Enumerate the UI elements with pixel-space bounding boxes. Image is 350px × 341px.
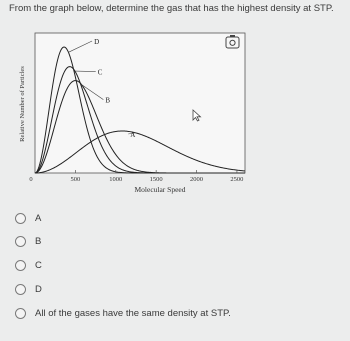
option-a-label: A xyxy=(35,212,42,224)
radio-b[interactable] xyxy=(15,236,26,247)
option-b[interactable] xyxy=(15,234,41,248)
option-same-density[interactable] xyxy=(15,306,231,320)
series-label-c: C xyxy=(97,68,103,77)
radio-a[interactable] xyxy=(15,213,26,224)
option-same-density-label: All of the gases have the same density at STP. xyxy=(35,307,231,319)
radio-d[interactable] xyxy=(15,284,26,295)
series-label-a: A xyxy=(130,131,136,139)
option-d-label: D xyxy=(35,283,42,295)
option-d[interactable] xyxy=(15,282,42,296)
question-text: From the graph below, determine the gas that has the highest density at STP. xyxy=(9,3,334,14)
x-tick-label: 1000 xyxy=(109,176,123,183)
x-tick-label: 2500 xyxy=(230,176,244,183)
x-tick-label: 2000 xyxy=(190,176,204,183)
radio-same-density[interactable] xyxy=(15,308,26,319)
x-tick-label: 0 xyxy=(29,176,33,183)
option-b-label: B xyxy=(35,235,42,247)
x-axis-label: Molecular Speed xyxy=(134,185,186,194)
x-tick-label: 1500 xyxy=(149,176,163,183)
option-a[interactable] xyxy=(15,211,41,225)
series-label-d: D xyxy=(94,38,100,46)
y-axis-label: Relative Number of Particles xyxy=(19,66,26,142)
x-tick-label: 500 xyxy=(70,176,81,183)
radio-c[interactable] xyxy=(15,260,26,271)
series-label-b: B xyxy=(105,96,111,105)
option-c-label: C xyxy=(35,259,42,271)
option-c[interactable] xyxy=(15,258,42,272)
